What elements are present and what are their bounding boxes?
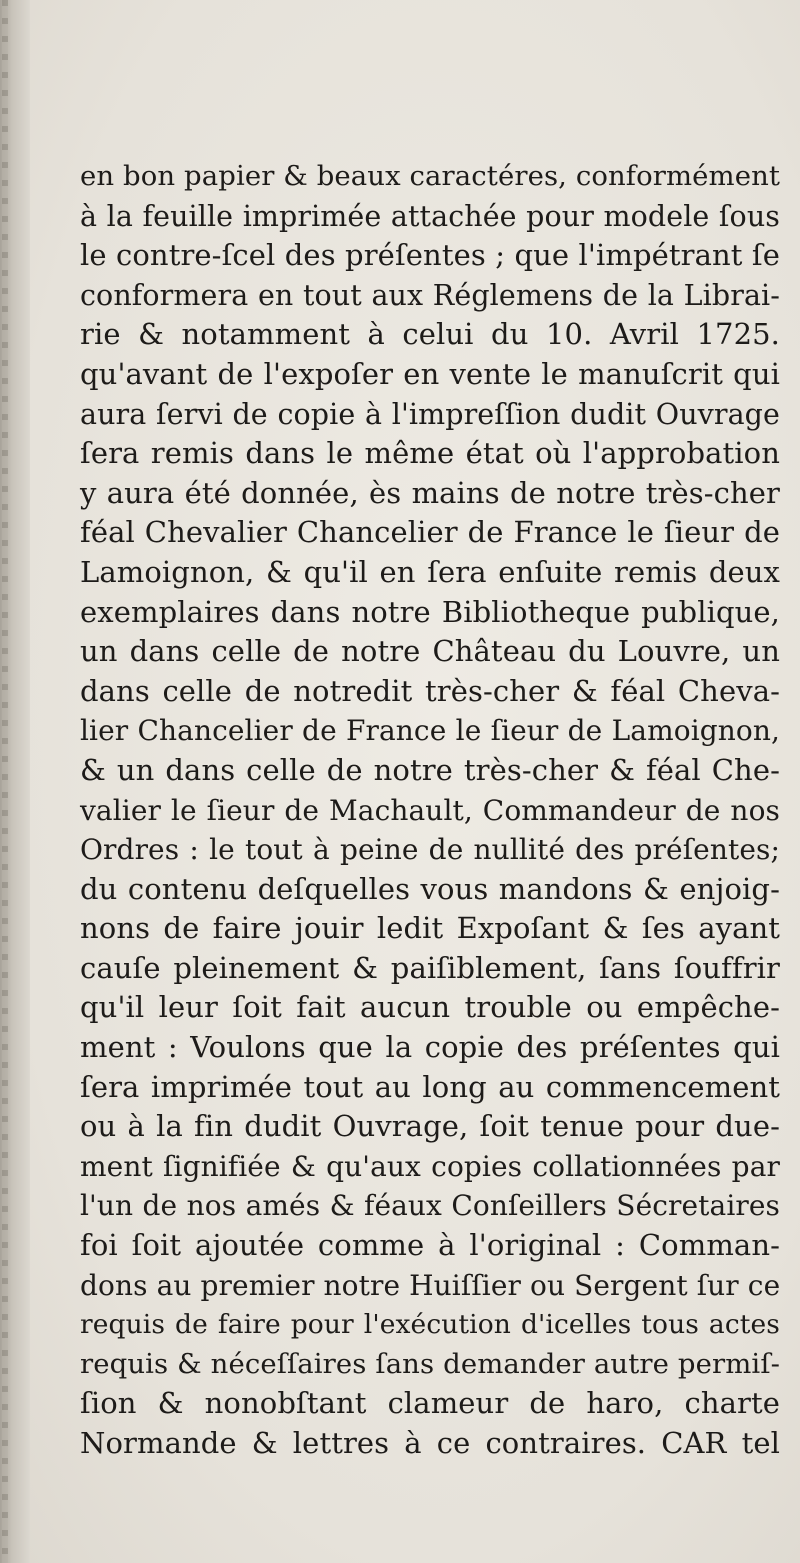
text-line: valier le ſieur de Machault, Commandeur de nos — [80, 793, 780, 827]
text-line: foi ſoit ajoutée comme à l'original : Comman- — [80, 1228, 780, 1263]
binding-edge — [2, 0, 8, 1563]
text-line: ſera remis dans le même état où l'approbation — [80, 436, 780, 471]
text-line: exemplaires dans notre Bibliotheque publique, — [80, 594, 780, 629]
text-line: ment : Voulons que la copie des préſentes qui — [80, 1030, 780, 1065]
text-line: un dans celle de notre Château du Louvre, un — [80, 634, 780, 669]
text-line: cauſe pleinement & paiſiblement, ſans ſouffrir — [80, 950, 780, 985]
text-line: qu'il leur ſoit fait aucun trouble ou empêche- — [80, 990, 780, 1025]
text-line: féal Chevalier Chancelier de France le ſieur de — [80, 515, 780, 550]
text-line: l'un de nos amés & féaux Conſeillers Sécretaires — [80, 1189, 780, 1223]
text-line: en bon papier & beaux caractéres, conformément — [80, 160, 781, 192]
text-line: nons de faire jouir ledit Expoſant & ſes ayant — [80, 911, 780, 946]
text-line: aura ſervi de copie à l'impreſſion dudit Ouvrage — [80, 397, 780, 431]
text-line: requis de faire pour l'exécution d'icelles tous actes — [80, 1309, 780, 1341]
text-line: & un dans celle de notre très-cher & féal Che- — [80, 752, 780, 787]
text-line: conformera en tout aux Réglemens de la Librai- — [80, 278, 780, 312]
text-line: dons au premier notre Huiſſier ou Sergent ſur ce — [80, 1268, 781, 1302]
text-line: qu'avant de l'expoſer en vente le manuſcrit qui — [80, 356, 780, 391]
text-line: ment ſignifiée & qu'aux copies collationnées par — [80, 1149, 780, 1183]
text-line: ſera imprimée tout au long au commencement — [80, 1069, 780, 1104]
text-line: requis & néceſſaires ſans demander autre permiſ- — [80, 1347, 780, 1380]
text-line: le contre-ſcel des préſentes ; que l'impétrant ſe — [80, 238, 780, 273]
text-line: ſion & nonobſtant clameur de haro, charte — [80, 1386, 780, 1421]
text-line: Normande & lettres à ce contraires. CAR tel — [80, 1426, 780, 1460]
text-line: y aura été donnée, ès mains de notre très-cher — [80, 475, 780, 510]
text-line: à la feuille imprimée attachée pour modele ſous — [80, 199, 780, 233]
text-line: du contenu deſquelles vous mandons & enjoig- — [80, 871, 780, 906]
text-block — [80, 157, 780, 1464]
binding-margin — [0, 0, 30, 1563]
text-line: ou à la fin dudit Ouvrage, ſoit tenue pour due- — [80, 1109, 780, 1144]
text-line: Lamoignon, & qu'il en ſera enſuite remis deux — [80, 554, 780, 589]
text-line: lier Chancelier de France le ſieur de Lamoignon, — [80, 714, 780, 748]
text-line: dans celle de notredit très-cher & féal Cheva- — [80, 673, 780, 708]
text-line: Ordres : le tout à peine de nullité des préſentes; — [80, 833, 780, 867]
text-line: rie & notamment à celui du 10. Avril 1725. — [80, 317, 780, 352]
